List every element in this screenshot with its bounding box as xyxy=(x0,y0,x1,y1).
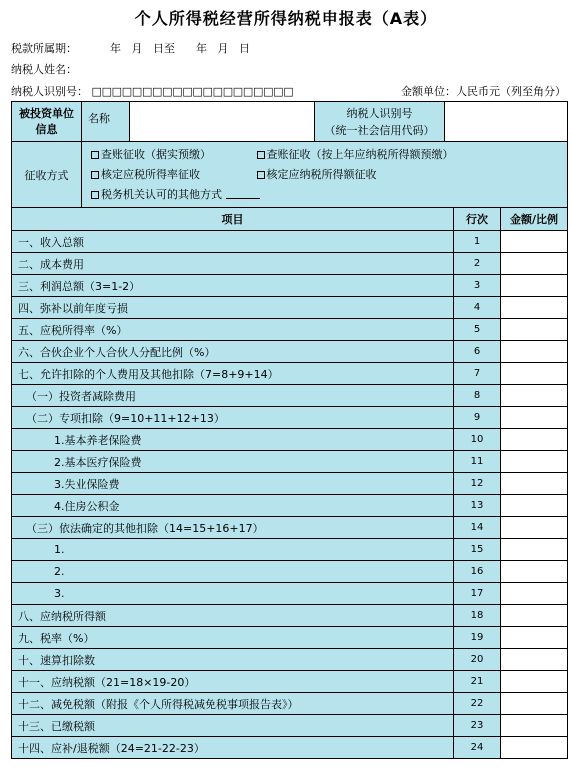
table-row xyxy=(12,605,568,627)
row-line-number: 13 xyxy=(454,495,501,517)
column-header-row xyxy=(12,208,568,231)
row-item-label: 十一、应纳税额（21=18×19-20） xyxy=(12,671,454,693)
row-line-number: 7 xyxy=(454,363,501,385)
row-amount-field[interactable] xyxy=(501,297,568,319)
column-header-amount: 金额/比例 xyxy=(501,208,568,231)
row-line-number: 8 xyxy=(454,385,501,407)
row-amount-field[interactable] xyxy=(501,517,568,539)
row-amount-field[interactable] xyxy=(501,715,568,737)
levy-option-5-label: 税务机关认可的其他方式 xyxy=(101,188,222,201)
table-row xyxy=(12,231,568,253)
row-amount-field[interactable] xyxy=(501,627,568,649)
row-item-label: 3. xyxy=(12,583,454,605)
levy-option-4-label: 核定应纳税所得额征收 xyxy=(266,168,377,181)
row-amount-field[interactable] xyxy=(501,561,568,583)
table-row xyxy=(12,385,568,407)
column-header-item: 项目 xyxy=(12,208,454,231)
invested-name-field[interactable] xyxy=(130,102,315,141)
invested-id-label-line2: （统一社会信用代码） xyxy=(324,124,435,137)
row-line-number: 23 xyxy=(454,715,501,737)
payer-id-label: 纳税人识别号： xyxy=(11,85,88,98)
row-amount-field[interactable] xyxy=(501,253,568,275)
row-item-label: 2. xyxy=(12,561,454,583)
row-line-number: 6 xyxy=(454,341,501,363)
row-line-number: 12 xyxy=(454,473,501,495)
row-item-label: （一）投资者减除费用 xyxy=(12,385,454,407)
row-line-number: 15 xyxy=(454,539,501,561)
row-line-number: 20 xyxy=(454,649,501,671)
declaration-table xyxy=(11,101,568,759)
row-amount-field[interactable] xyxy=(501,275,568,297)
row-item-label: 十四、应补/退税额（24=21-22-23） xyxy=(12,737,454,759)
row-amount-field[interactable] xyxy=(501,693,568,715)
levy-option-1-label: 查账征收（据实预缴） xyxy=(101,148,211,161)
table-row xyxy=(12,539,568,561)
levy-option-5[interactable] xyxy=(91,188,260,201)
tax-period-label: 税款所属期： xyxy=(11,42,77,55)
table-row xyxy=(12,649,568,671)
table-row xyxy=(12,363,568,385)
row-amount-field[interactable] xyxy=(501,495,568,517)
row-amount-field[interactable] xyxy=(501,407,568,429)
table-row xyxy=(12,627,568,649)
row-amount-field[interactable] xyxy=(501,385,568,407)
row-amount-field[interactable] xyxy=(501,429,568,451)
column-header-line: 行次 xyxy=(454,208,501,231)
row-item-label: 4.住房公积金 xyxy=(12,495,454,517)
amount-unit-note: 金额单位：人民币元（列至角分） xyxy=(401,85,566,98)
row-line-number: 17 xyxy=(454,583,501,605)
checkbox-icon xyxy=(257,171,265,179)
invested-id-label xyxy=(315,102,445,141)
row-line-number: 1 xyxy=(454,231,501,253)
row-item-label: 十二、减免税额（附报《个人所得税减免税事项报告表》） xyxy=(12,693,454,715)
levy-option-3-label: 核定应税所得率征收 xyxy=(101,168,200,181)
payer-id-line xyxy=(11,83,293,99)
levy-method-options xyxy=(82,142,567,207)
row-item-label: 六、合伙企业个人合伙人分配比例（%） xyxy=(12,341,454,363)
tax-period-line xyxy=(11,40,250,56)
row-item-label: 八、应纳税所得额 xyxy=(12,605,454,627)
row-line-number: 14 xyxy=(454,517,501,539)
row-item-label: 1.基本养老保险费 xyxy=(12,429,454,451)
row-item-label: 九、税率（%） xyxy=(12,627,454,649)
table-row xyxy=(12,429,568,451)
table-row xyxy=(12,495,568,517)
row-line-number: 4 xyxy=(454,297,501,319)
row-item-label: （三）依法确定的其他扣除（14=15+16+17） xyxy=(12,517,454,539)
levy-option-1[interactable] xyxy=(91,145,253,165)
table-row xyxy=(12,517,568,539)
row-amount-field[interactable] xyxy=(501,341,568,363)
payer-id-boxes[interactable]: □□□□□□□□□□□□□□□□□□□□ xyxy=(91,85,294,98)
row-item-label: 七、允许扣除的个人费用及其他扣除（7=8+9+14） xyxy=(12,363,454,385)
row-amount-field[interactable] xyxy=(501,539,568,561)
table-row xyxy=(12,451,568,473)
levy-option-2[interactable] xyxy=(257,148,454,161)
table-row xyxy=(12,319,568,341)
row-item-label: 一、收入总额 xyxy=(12,231,454,253)
levy-option-4[interactable] xyxy=(257,168,377,181)
tax-period-value[interactable]: 年 月 日至 年 月 日 xyxy=(110,42,250,55)
row-line-number: 21 xyxy=(454,671,501,693)
table-row xyxy=(12,693,568,715)
table-row xyxy=(12,737,568,759)
row-line-number: 2 xyxy=(454,253,501,275)
invested-unit-row xyxy=(12,102,568,142)
table-row xyxy=(12,671,568,693)
row-item-label: 2.基本医疗保险费 xyxy=(12,451,454,473)
table-row xyxy=(12,473,568,495)
payer-name-line xyxy=(11,61,77,77)
table-row xyxy=(12,297,568,319)
table-row xyxy=(12,715,568,737)
row-amount-field[interactable] xyxy=(501,605,568,627)
row-amount-field[interactable] xyxy=(501,363,568,385)
row-item-label: 三、利润总额（3=1-2） xyxy=(12,275,454,297)
levy-option-3[interactable] xyxy=(91,165,253,185)
row-amount-field[interactable] xyxy=(501,583,568,605)
table-row xyxy=(12,583,568,605)
invested-unit-grid xyxy=(12,102,567,141)
table-row xyxy=(12,253,568,275)
row-item-label: 1. xyxy=(12,539,454,561)
invested-id-field[interactable] xyxy=(445,102,567,141)
levy-method-grid xyxy=(12,142,567,207)
invested-name-label: 名称 xyxy=(82,102,130,141)
row-line-number: 10 xyxy=(454,429,501,451)
row-item-label: 十、速算扣除数 xyxy=(12,649,454,671)
row-line-number: 19 xyxy=(454,627,501,649)
row-item-label: 3.失业保险费 xyxy=(12,473,454,495)
row-amount-field[interactable] xyxy=(501,473,568,495)
other-method-blank[interactable] xyxy=(226,190,260,199)
payer-name-label: 纳税人姓名： xyxy=(11,63,77,76)
table-row xyxy=(12,275,568,297)
levy-method-label: 征收方式 xyxy=(12,142,82,207)
row-amount-field[interactable] xyxy=(501,231,568,253)
row-line-number: 18 xyxy=(454,605,501,627)
table-row xyxy=(12,561,568,583)
row-line-number: 16 xyxy=(454,561,501,583)
row-amount-field[interactable] xyxy=(501,649,568,671)
row-line-number: 11 xyxy=(454,451,501,473)
form-title: 个人所得税经营所得纳税申报表（A表） xyxy=(134,9,438,28)
row-amount-field[interactable] xyxy=(501,671,568,693)
invested-id-label-line1: 纳税人识别号 xyxy=(346,107,413,120)
levy-method-row xyxy=(12,142,568,208)
table-row xyxy=(12,407,568,429)
checkbox-icon xyxy=(91,151,99,159)
row-item-label: 二、成本费用 xyxy=(12,253,454,275)
levy-option-2-label: 查账征收（按上年应纳税所得额预缴） xyxy=(266,148,454,161)
row-line-number: 5 xyxy=(454,319,501,341)
row-line-number: 22 xyxy=(454,693,501,715)
checkbox-icon xyxy=(91,171,99,179)
checkbox-icon xyxy=(91,191,99,199)
row-line-number: 3 xyxy=(454,275,501,297)
invested-unit-label: 被投资单位信息 xyxy=(12,102,82,141)
row-amount-field[interactable] xyxy=(501,319,568,341)
row-item-label: 十三、已缴税额 xyxy=(12,715,454,737)
row-item-label: 五、应税所得率（%） xyxy=(12,319,454,341)
row-line-number: 9 xyxy=(454,407,501,429)
row-amount-field[interactable] xyxy=(501,737,568,759)
row-amount-field[interactable] xyxy=(501,451,568,473)
table-row xyxy=(12,341,568,363)
row-item-label: 四、弥补以前年度亏损 xyxy=(12,297,454,319)
checkbox-icon xyxy=(257,151,265,159)
row-line-number: 24 xyxy=(454,737,501,759)
row-item-label: （二）专项扣除（9=10+11+12+13） xyxy=(12,407,454,429)
